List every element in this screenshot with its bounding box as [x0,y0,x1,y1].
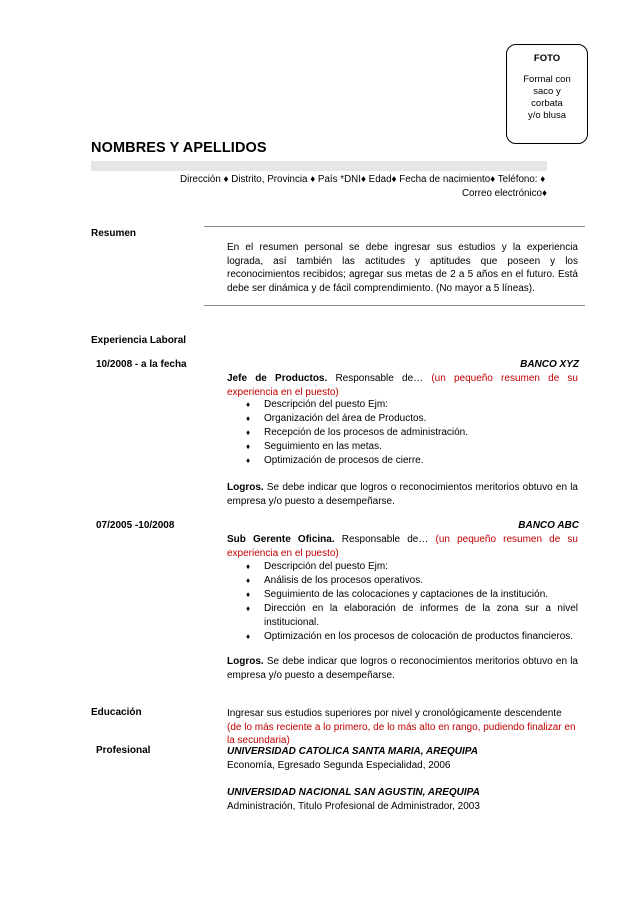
job-bullet: ♦ Optimización de procesos de cierre. [227,454,578,468]
section-label-educacion: Educación [91,707,142,718]
contact-line-2: Correo electrónico♦ [461,188,547,199]
education-intro-note: (de lo más reciente a lo primero, de lo más alto en rango, pudiendo finalizar en la secundaria) [227,721,576,746]
job-bullet: ♦ Seguimiento en las metas. [227,440,578,454]
section-label-resumen: Resumen [91,228,137,239]
achievements-text: Se debe indicar que logros o reconocimientos meritorios obtuvo en la empresa y/o puesto a desempeñarse. [227,656,578,681]
resumen-text: En el resumen personal se debe ingresar sus estudios y la experiencia lograda, así también las actitudes y aptitudes que poseen y los reconocimientos recibidos; agregar sus metas de 2 a 5 años en el futuro. Está debe ser dinámica y de fácil comprendimiento. (No mayor a 5 líneas). [227,242,578,294]
job-bullet: ♦ Seguimiento de las colocaciones y captaciones de la institución. [227,588,578,602]
resumen-bottom-rule [204,305,585,306]
job-bullet: ♦ Descripción del puesto Ejm: [227,398,578,412]
achievements-label: Logros. [227,482,264,493]
job-dates: 07/2005 -10/2008 [96,520,175,531]
job-description [227,533,578,560]
job-title: Jefe de Productos. [227,373,328,384]
education-sublabel-profesional: Profesional [96,745,151,756]
education-entry [227,745,578,772]
job-summary: (un pequeño resumen de su experiencia en el puesto) [227,534,578,559]
job-bullet-list [227,398,578,468]
job-bullet: ♦ Optimización en los procesos de colocación de productos financieros. [227,630,578,644]
education-detail: Administración, Titulo Profesional de Administrador, 2003 [227,800,480,812]
full-name-heading: NOMBRES Y APELLIDOS [91,140,267,156]
job-title: Sub Gerente Oficina. [227,534,335,545]
section-label-experiencia: Experiencia Laboral [91,335,187,346]
education-school: UNIVERSIDAD CATOLICA SANTA MARIA, AREQUIPA [227,746,478,757]
job-bullet: ♦ Dirección en la elaboración de informes de la zona sur a nivel institucional. [227,602,578,630]
job-bullet: ♦ Análisis de los procesos operativos. [227,574,578,588]
photo-note-line: Formal con [523,74,571,85]
photo-note-line: y/o blusa [527,110,567,121]
job-summary: (un pequeño resumen de su experiencia en el puesto) [227,373,578,398]
job-bullet: ♦ Organización del área de Productos. [227,412,578,426]
achievements-text: Se debe indicar que logros o reconocimientos meritorios obtuvo en la empresa y/o puesto a desempeñarse. [227,482,578,507]
photo-title: FOTO [533,53,561,64]
resumen-top-rule [204,226,585,227]
education-entry [227,786,578,813]
photo-placeholder-box [506,44,588,144]
job-achievements [227,481,578,508]
photo-note-line: corbata [531,98,563,109]
achievements-label: Logros. [227,656,264,667]
photo-note [507,74,587,122]
contact-line-1: Dirección ♦ Distrito, Provincia ♦ País *DNI♦ Edad♦ Fecha de nacimiento♦ Teléfono: ♦ [180,174,546,185]
job-bullet: ♦ Descripción del puesto Ejm: [227,560,578,574]
job-company: BANCO XYZ [520,359,579,370]
job-achievements [227,655,578,682]
education-intro-text: Ingresar sus estudios superiores por nivel y cronológicamente descendente [227,708,562,719]
job-responsibility: Responsable de… [334,534,436,545]
job-description [227,372,578,399]
education-school: UNIVERSIDAD NACIONAL SAN AGUSTIN, AREQUIPA [227,787,480,798]
education-intro [227,707,578,748]
job-bullet: ♦ Recepción de los procesos de administración. [227,426,578,440]
name-underline-bar [91,161,547,171]
job-responsibility: Responsable de… [327,373,432,384]
job-company: BANCO ABC [518,520,579,531]
education-detail: Economía, Egresado Segunda Especialidad, 2006 [227,759,451,771]
photo-note-line: saco y [533,86,561,97]
job-dates: 10/2008 - a la fecha [96,359,187,370]
job-bullet-list [227,560,578,644]
